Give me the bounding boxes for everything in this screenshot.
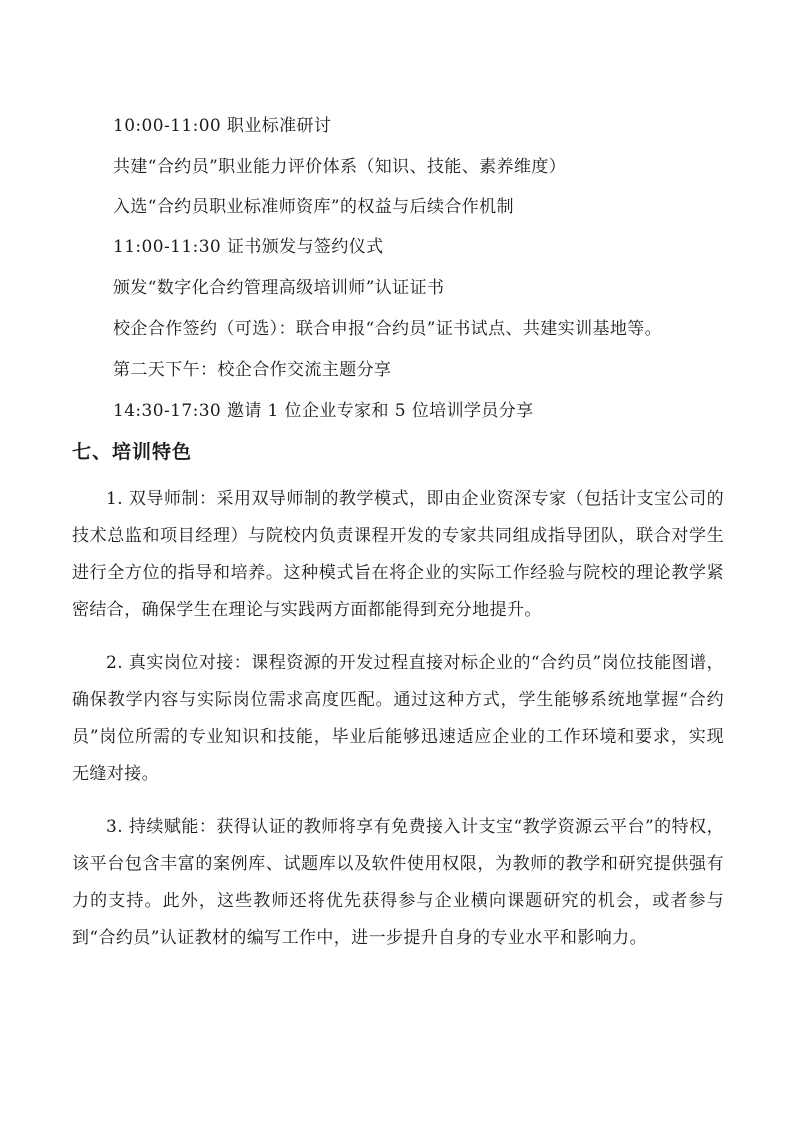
schedule-line-2: 共建“合约员”职业能力评价体系（知识、技能、素养维度） xyxy=(113,157,567,177)
schedule-line-4: 11:00-11:30 证书颁发与签约仪式 xyxy=(113,237,384,257)
feature-paragraph-1: 1. 双导师制：采用双导师制的教学模式，即由企业资深专家（包括计支宝公司的技术总监和项目经理）与院校内负责课程开发的专家共同组成指导团队，联合对学生进行全方位的指导和培养。这种模式旨在将企业的实际工作经验与院校的理论教学紧密结合，确保学生在理论与实践两方面都能得到充分地提升。 xyxy=(72,489,724,620)
schedule-line-1: 10:00-11:00 职业标准研讨 xyxy=(113,116,332,136)
schedule-line-7: 第二天下午：校企合作交流主题分享 xyxy=(113,360,392,380)
feature-paragraph-3: 3. 持续赋能：获得认证的教师将享有免费接入计支宝“教学资源云平台”的特权，该平台包含丰富的案例库、试题库以及软件使用权限，为教师的教学和研究提供强有力的支持。此外，这些教师还将优先获得参与企业横向课题研究的机会，或者参与到“合约员”认证教材的编写工作中，进一步提升自身的专业水平和影响力。 xyxy=(72,817,724,948)
feature-paragraph-2: 2. 真实岗位对接：课程资源的开发过程直接对标企业的“合约员”岗位技能图谱，确保教学内容与实际岗位需求高度匹配。通过这种方式，学生能够系统地掌握“合约员”岗位所需的专业知识和技能，毕业后能够迅速适应企业的工作环境和要求，实现无缝对接。 xyxy=(72,653,724,784)
schedule-line-3: 入选“合约员职业标准师资库”的权益与后续合作机制 xyxy=(113,197,514,217)
schedule-line-8: 14:30-17:30 邀请 1 位企业专家和 5 位培训学员分享 xyxy=(113,401,534,421)
schedule-line-6: 校企合作签约（可选）：联合申报“合约员”证书试点、共建实训基地等。 xyxy=(113,319,663,339)
schedule-line-5: 颁发“数字化合约管理高级培训师”认证证书 xyxy=(113,278,445,298)
section-heading: 七、培训特色 xyxy=(72,441,193,463)
